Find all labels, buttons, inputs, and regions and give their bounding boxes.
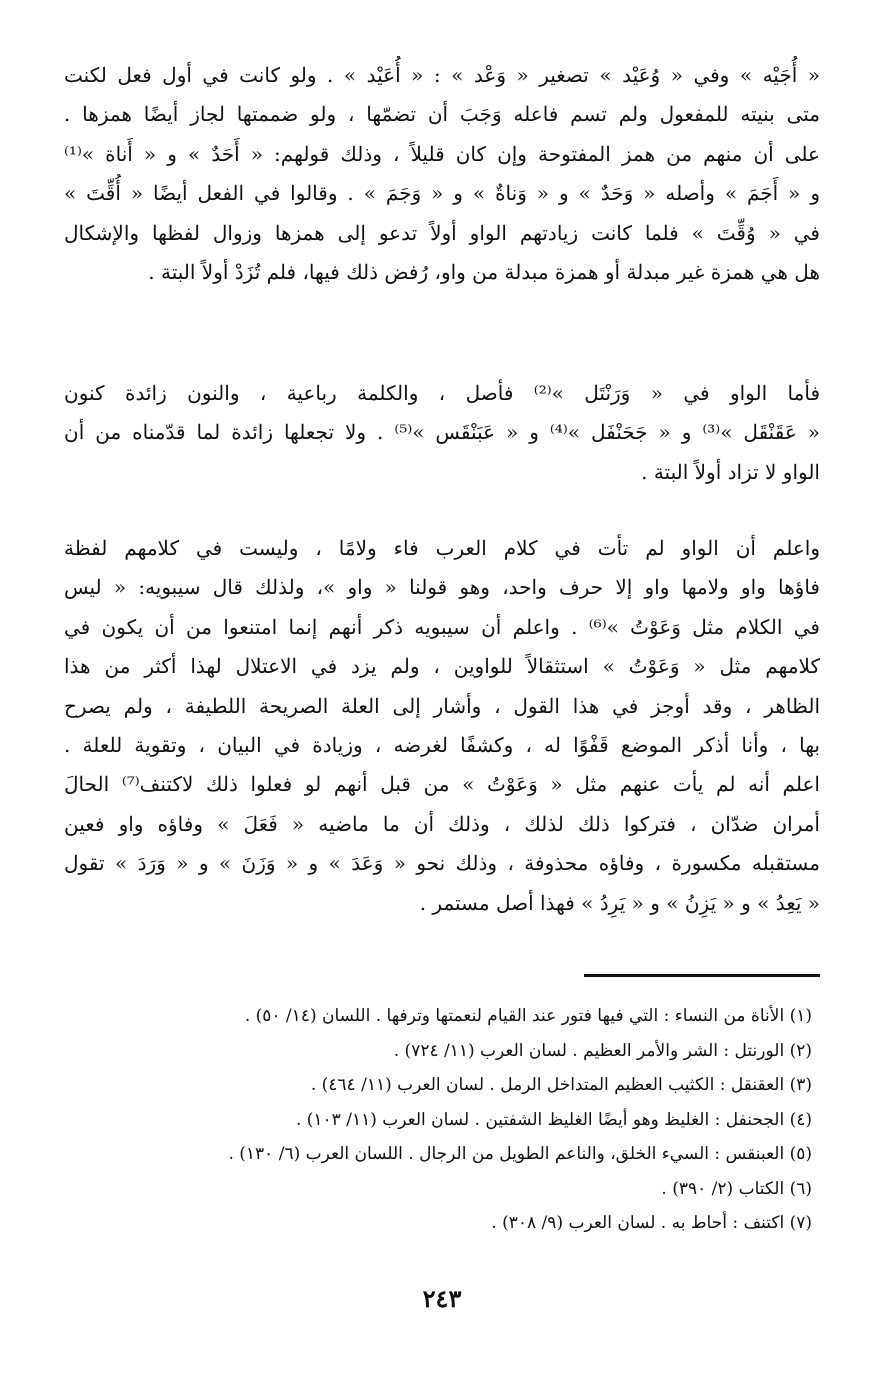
text-line: « أُجَيْه » وفي « وُعَيْد » تصغير « وَعْد » : « أُعَيْد » . ولو كانت في أول فعل لكنت: [64, 63, 820, 87]
paragraph-3: [64, 529, 820, 923]
text-line: « عَقَنْقَل »⁽³⁾ و « جَحَنْفَل »⁽⁴⁾ و « عَبَنْقَس »⁽⁵⁾ . ولا تجعلها زائدة لما قدّمناه من أن: [64, 420, 820, 445]
text-line: الواو لا تزاد أولاً البتة .: [641, 459, 820, 484]
footnote-3: (٣) العقنقل : الكثيب العظيم المتداخل الرمل . لسان العرب (١١/ ٤٦٤) .: [310, 1075, 812, 1095]
footnote-5: (٥) العبنقس : السيء الخلق، والناعم الطويل من الرجال . اللسان العرب (٦/ ١٣٠) .: [228, 1144, 812, 1164]
text-line: كلامهم مثل « وَعَوْتُ » استثقالاً للواوين ، ولم يزد في الاعتلال لهذا أكثر من هذا: [64, 654, 820, 679]
footnote-1: (١) الأناة من النساء : التي فيها فتور عند القيام لنعمتها وترفها . اللسان (١٤/ ٥٠) .: [244, 1006, 812, 1026]
footnote-2: (٢) الورنتل : الشر والأمر العظيم . لسان العرب (١١/ ٧٢٤) .: [393, 1040, 812, 1061]
footnotes: [64, 999, 820, 1241]
text-line: واعلم أن الواو لم تأت في كلام العرب فاء ولامًا ، وليست في كلامهم لفظة: [64, 536, 820, 560]
footnote-7: (٧) اكتنف : أحاط به . لسان العرب (٩/ ٣٠٨) .: [491, 1213, 812, 1233]
text-line: هل هي همزة غير مبدلة أو همزة مبدلة من واو، رُفض ذلك فيها، فلم تُزَدْ أولاً البتة .: [148, 260, 820, 285]
text-line: أمران ضدّان ، فتركوا ذلك لذلك ، وذلك أن ما ماضيه « فَعَلَ » وفاؤه واو فعين: [64, 811, 820, 836]
text-line: في « وُقِّتَ » فلما كانت زيادتهم الواو أولاً تدعو إلى همزها وزوال لفظها والإشكال: [64, 220, 820, 245]
text-line: على أن منهم من همز المفتوحة وإن كان قليلاً ، وذلك قولهم: « أَحَدٌ » و « أَناة »⁽¹⁾: [64, 141, 820, 166]
paragraph-2: [64, 374, 820, 492]
text-line: مستقبله مكسورة ، وفاؤه محذوفة ، وذلك نحو « وَعَدَ » و « وَزَنَ » و « وَرَدَ » تقول: [64, 851, 820, 876]
paragraph-1: [64, 56, 820, 292]
text-line: « يَعِدُ » و « يَزِنُ » و « يَرِدُ » فهذا أصل مستمر .: [419, 890, 820, 915]
footnote-4: (٤) الجحنفل : الغليظ وهو أيضًا الغليظ الشفتين . لسان العرب (١١/ ١٠٣) .: [295, 1109, 812, 1130]
text-line: فأما الواو في « وَرَنْتَل »⁽²⁾ فأصل ، والكلمة رباعية ، والنون زائدة كنون: [64, 381, 820, 405]
footnote-6: (٦) الكتاب (٢/ ٣٩٠) .: [661, 1178, 812, 1199]
text-line: فاؤها واو ولامها واو إلا حرف واحد، وهو قولنا « واو »، ولذلك قال سيبويه: « ليس: [64, 575, 820, 600]
text-line: في الكلام مثل وَعَوْتُ »⁽⁶⁾ . واعلم أن سيبويه ذكر أنهم إنما امتنعوا من أن يكون في: [64, 614, 820, 639]
text-line: اعلم أنه لم يأت عنهم مثل « وَعَوْتُ » من قبل أنهم لو فعلوا ذلك لاكتنف⁽⁷⁾ الحالَ: [64, 772, 820, 797]
text-line: و « أَجَمَ » وأصله « وَحَدٌ » و « وَناةٌ » و « وَجَمَ » . وقالوا في الفعل أيضًا « أُقِّتَ »: [64, 181, 820, 206]
page-number: ٢٤٣: [422, 1284, 462, 1313]
text-line: الظاهر ، وقد أوجز في هذا القول ، وأشار إلى العلة الصريحة اللطيفة ، ولم يصرح: [64, 693, 820, 718]
text-line: بها ، وأنا أذكر الموضع قَفْوًا له ، وكشفًا لغرضه ، وزيادة في البيان ، وتقوية للعلة .: [64, 733, 820, 758]
footnote-separator: [584, 974, 820, 977]
text-line: متى بنيته للمفعول ولم تسم فاعله وَجَبَ أن تضمّها ، ولو ضممتها لجاز أيضًا همزها .: [64, 102, 820, 127]
